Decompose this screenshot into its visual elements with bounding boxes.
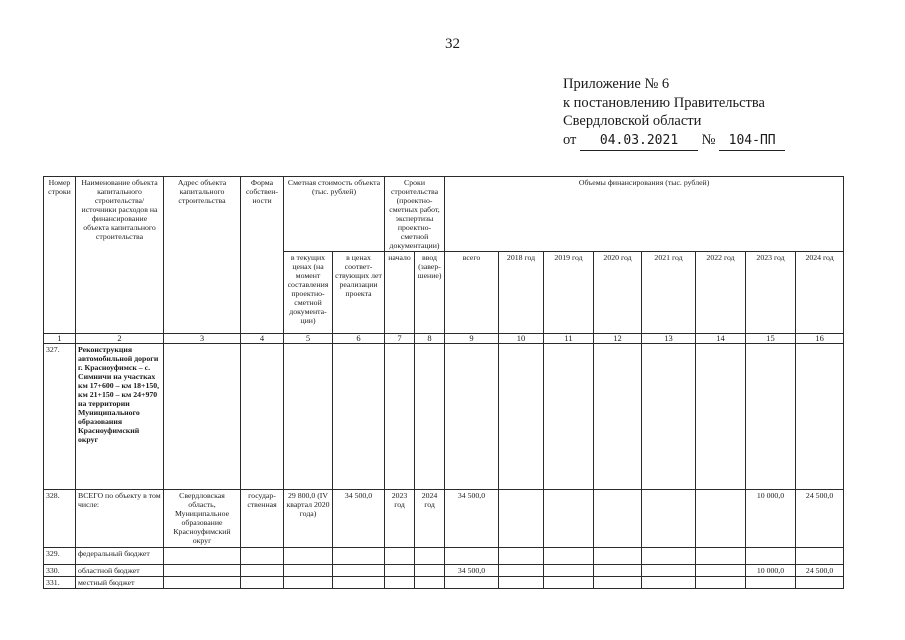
column-index: 16 <box>796 334 844 344</box>
header-2020: 2020 год <box>594 252 642 334</box>
header-row-top <box>44 177 844 252</box>
header-address: Адрес объекта капитального строительства <box>164 177 241 334</box>
cell-empty <box>642 577 696 589</box>
appendix-date-line <box>563 131 785 152</box>
cell-empty <box>594 565 642 577</box>
header-total: всего <box>445 252 499 334</box>
cell-empty <box>499 565 544 577</box>
object-name: местный бюджет <box>76 577 164 589</box>
cell-empty <box>594 490 642 548</box>
column-index: 7 <box>385 334 415 344</box>
object-name: ВСЕГО по объекту в том числе: <box>76 490 164 548</box>
header-2022: 2022 год <box>696 252 746 334</box>
cell-empty <box>594 577 642 589</box>
header-2019: 2019 год <box>544 252 594 334</box>
cell-empty <box>696 565 746 577</box>
header-volumes: Объемы финансирования (тыс. рублей) <box>445 177 844 252</box>
cell-empty <box>164 548 241 565</box>
cell-empty <box>241 565 284 577</box>
header-ownership: Форма собствен-ности <box>241 177 284 334</box>
cell-empty <box>696 490 746 548</box>
number-prefix: № <box>701 131 716 148</box>
cell-empty <box>415 565 445 577</box>
column-index: 6 <box>333 334 385 344</box>
cell-empty <box>385 565 415 577</box>
column-index: 1 <box>44 334 76 344</box>
header-terms: Сроки строительства (проектно-сметных работ, экспертизы проектно-сметной документации) <box>385 177 445 252</box>
cell-empty <box>284 548 333 565</box>
cell-empty <box>164 565 241 577</box>
cell-empty <box>415 577 445 589</box>
ownership-form: государ-ственная <box>241 490 284 548</box>
financing-table <box>43 176 844 589</box>
cell-empty <box>164 577 241 589</box>
term-start: 2023 год <box>385 490 415 548</box>
column-index: 8 <box>415 334 445 344</box>
cell-empty <box>642 344 696 490</box>
column-index: 10 <box>499 334 544 344</box>
appendix-title: Приложение № 6 <box>563 76 670 92</box>
term-end: 2024 год <box>415 490 445 548</box>
header-row-number: Номер строки <box>44 177 76 334</box>
cell-empty <box>696 577 746 589</box>
column-index-row <box>44 334 844 344</box>
cell-empty <box>746 548 796 565</box>
cell-empty <box>746 577 796 589</box>
cell-empty <box>544 548 594 565</box>
cell-empty <box>333 565 385 577</box>
cell-empty <box>284 565 333 577</box>
cell-empty <box>642 548 696 565</box>
object-name: федеральный бюджет <box>76 548 164 565</box>
funding-total: 34 500,0 <box>445 565 499 577</box>
cell-empty <box>415 548 445 565</box>
funding-2023: 10 000,0 <box>746 565 796 577</box>
cell-empty <box>333 548 385 565</box>
header-object-name: Наименование объекта капитального строительства/ источники расходов на финансирование объекта капитального строительства <box>76 177 164 334</box>
cell-empty <box>284 344 333 490</box>
cell-empty <box>594 548 642 565</box>
cell-empty <box>796 577 844 589</box>
cell-empty <box>385 344 415 490</box>
cell-empty <box>642 490 696 548</box>
cell-empty <box>544 577 594 589</box>
object-name: областной бюджет <box>76 565 164 577</box>
cell-empty <box>499 490 544 548</box>
header-2018: 2018 год <box>499 252 544 334</box>
estimate-years-value: 34 500,0 <box>333 490 385 548</box>
cell-empty <box>499 577 544 589</box>
column-index: 2 <box>76 334 164 344</box>
appendix-block <box>563 75 785 151</box>
table-row <box>44 577 844 589</box>
table-row <box>44 548 844 565</box>
funding-total: 34 500,0 <box>445 490 499 548</box>
cell-empty <box>241 548 284 565</box>
cell-empty <box>385 577 415 589</box>
header-estimate-years: в ценах соответ-ствующих лет реализации проекта <box>333 252 385 334</box>
resolution-number: 104-ПП <box>719 132 785 152</box>
cell-empty <box>696 548 746 565</box>
cell-empty <box>696 344 746 490</box>
column-index: 5 <box>284 334 333 344</box>
column-index: 4 <box>241 334 284 344</box>
column-index: 12 <box>594 334 642 344</box>
table-row <box>44 344 844 490</box>
page-number: 32 <box>445 36 460 52</box>
cell-empty <box>241 344 284 490</box>
date-prefix: от <box>563 131 577 148</box>
cell-empty <box>642 565 696 577</box>
header-estimate-current: в текущих ценах (на момент составления проектно-сметной документа-ции) <box>284 252 333 334</box>
column-index: 11 <box>544 334 594 344</box>
cell-empty <box>746 344 796 490</box>
cell-empty <box>796 344 844 490</box>
cell-empty <box>544 565 594 577</box>
cell-empty <box>385 548 415 565</box>
cell-empty <box>796 548 844 565</box>
funding-2024: 24 500,0 <box>796 565 844 577</box>
column-index: 13 <box>642 334 696 344</box>
header-estimate: Сметная стоимость объекта (тыс. рублей) <box>284 177 385 252</box>
row-number: 330. <box>44 565 76 577</box>
cell-empty <box>164 344 241 490</box>
header-2024: 2024 год <box>796 252 844 334</box>
row-number: 328. <box>44 490 76 548</box>
cell-empty <box>284 577 333 589</box>
cell-empty <box>445 548 499 565</box>
cell-empty <box>333 344 385 490</box>
column-index: 15 <box>746 334 796 344</box>
column-index: 9 <box>445 334 499 344</box>
cell-empty <box>445 577 499 589</box>
object-name: Реконструкция автомобильной дороги г. Красноуфимск – с. Симничи на участках км 17+600 – км 18+150, км 21+150 – км 24+970 на территории Муниципального образования Красноуфимский округ <box>76 344 164 490</box>
object-address: Свердловская область, Муниципальное образование Красноуфимский округ <box>164 490 241 548</box>
estimate-current-value: 29 800,0 (IV квартал 2020 года) <box>284 490 333 548</box>
cell-empty <box>241 577 284 589</box>
row-number: 329. <box>44 548 76 565</box>
cell-empty <box>445 344 499 490</box>
row-number: 327. <box>44 344 76 490</box>
column-index: 3 <box>164 334 241 344</box>
column-index: 14 <box>696 334 746 344</box>
funding-2024: 24 500,0 <box>796 490 844 548</box>
cell-empty <box>544 490 594 548</box>
cell-empty <box>544 344 594 490</box>
header-terms-start: начало <box>385 252 415 334</box>
cell-empty <box>415 344 445 490</box>
table-row <box>44 565 844 577</box>
cell-empty <box>499 548 544 565</box>
appendix-region: Свердловской области <box>563 113 702 129</box>
cell-empty <box>594 344 642 490</box>
cell-empty <box>499 344 544 490</box>
header-terms-end: ввод (завер-шение) <box>415 252 445 334</box>
funding-2023: 10 000,0 <box>746 490 796 548</box>
appendix-resolution: к постановлению Правительства <box>563 94 765 111</box>
header-2021: 2021 год <box>642 252 696 334</box>
header-2023: 2023 год <box>746 252 796 334</box>
resolution-date: 04.03.2021 <box>580 132 698 152</box>
row-number: 331. <box>44 577 76 589</box>
table-row <box>44 490 844 548</box>
cell-empty <box>333 577 385 589</box>
